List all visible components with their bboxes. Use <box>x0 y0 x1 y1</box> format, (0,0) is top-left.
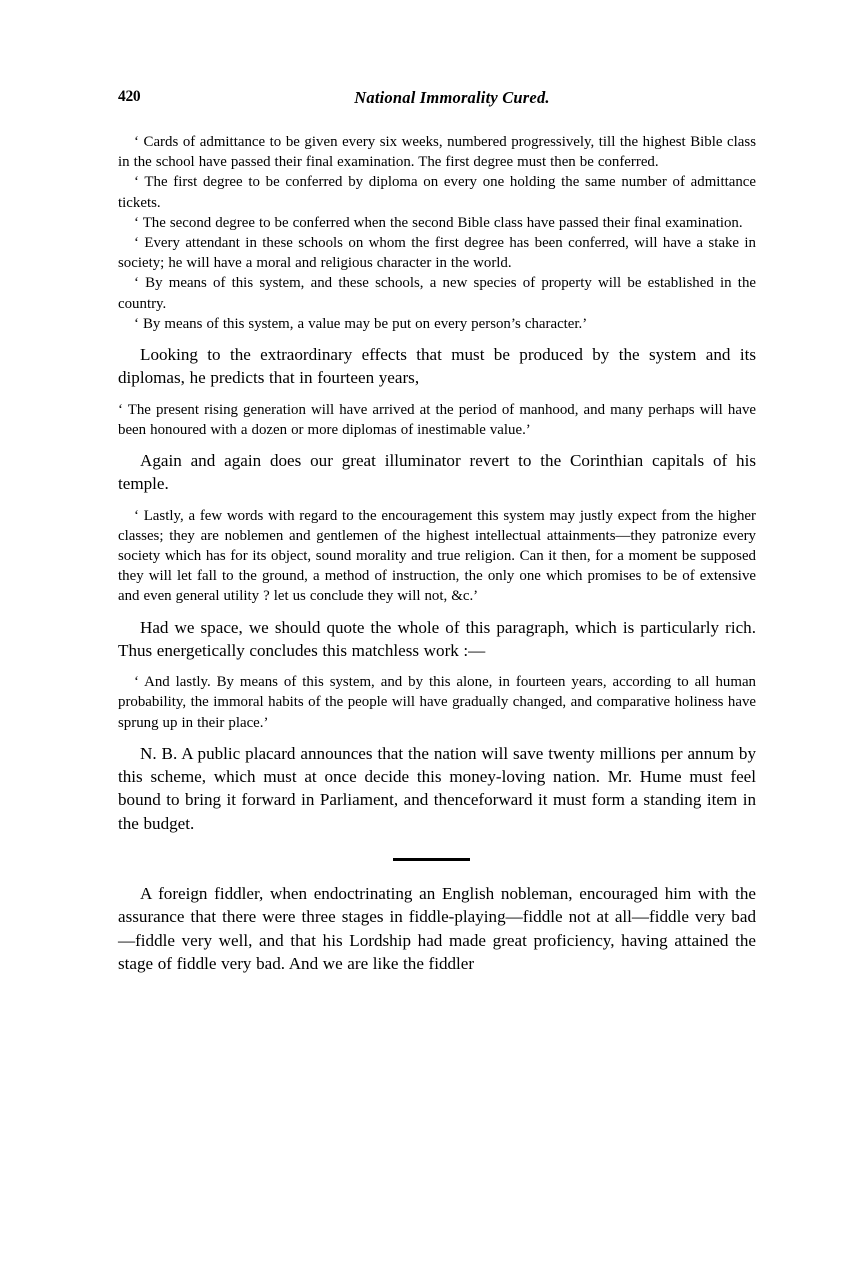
quoted-rule-1: ‘ Cards of admittance to be given every six weeks, numbered progressively, till the highest Bible class in the school have passed their final examination. The first degree must then be conferred. <box>118 134 756 171</box>
page-number: 420 <box>118 88 141 105</box>
quote-and-lastly <box>118 672 756 733</box>
paragraph-nota-bene <box>118 742 756 835</box>
paragraph-had-we-space <box>118 616 756 663</box>
paragraph-text: Looking to the extraordinary effects that must be produced by the system and its diplomas, he predicts that in fourteen years, <box>118 345 756 388</box>
text-column <box>118 88 756 985</box>
quoted-rule-3: ‘ The second degree to be conferred when the second Bible class have passed their final examination. <box>134 214 743 231</box>
paragraph-looking <box>118 343 756 390</box>
quote-present-rising-generation <box>118 400 756 440</box>
quoted-rules-list <box>118 132 756 334</box>
quoted-rule-2: ‘ The first degree to be conferred by diploma on every one holding the same number of admittance tickets. <box>118 174 756 211</box>
quote-text: ‘ And lastly. By means of this system, and by this alone, in fourteen years, according to all human probability, the immoral habits of the people will have gradually changed, and comparative holiness have sprung up in their place.’ <box>118 674 756 731</box>
paragraph-again-and-again <box>118 449 756 496</box>
paragraph-text: Had we space, we should quote the whole of this paragraph, which is particularly rich. Thus energetically concludes this matchless work :— <box>118 617 756 660</box>
running-head <box>118 88 756 122</box>
quoted-rule-5: ‘ By means of this system, and these schools, a new species of property will be established in the country. <box>118 275 756 312</box>
running-title: National Immorality Cured. <box>354 88 550 107</box>
section-divider <box>118 850 756 868</box>
quote-text: ‘ Lastly, a few words with regard to the encouragement this system may justly expect from the higher classes; they are noblemen and gentlemen of the highest intellectual attainments—they patronize every society which has for its object, sound morality and true religion. Can it then, for a moment be supposed they will let fall to the ground, a method of instruction, the only one which promises to be of extensive and even general utility ? let us conclude they will not, &c.’ <box>118 507 756 605</box>
horizontal-rule <box>393 858 470 861</box>
quote-lastly <box>118 506 756 607</box>
paragraph-text: Again and again does our great illuminator revert to the Corinthian capitals of his temple. <box>118 451 756 494</box>
quote-text: ‘ The present rising generation will have arrived at the period of manhood, and many perhaps will have been honoured with a dozen or more diplomas of inestimable value.’ <box>118 401 756 438</box>
quoted-rule-4: ‘ Every attendant in these schools on whom the first degree has been conferred, will have a stake in society; he will have a moral and religious character in the world. <box>118 235 756 272</box>
paragraph-text: N. B. A public placard announces that the nation will save twenty millions per annum by this scheme, which must at once decide this money-loving nation. Mr. Hume must feel bound to bring it forward in Parliament, and thenceforward it must form a standing item in the budget. <box>118 743 756 833</box>
quoted-rule-6: ‘ By means of this system, a value may be put on every person’s character.’ <box>134 315 588 332</box>
paragraph-text: A foreign fiddler, when endoctrinating an English nobleman, encouraged him with the assurance that there were three stages in fiddle-playing—fiddle not at all—fiddle very bad—fiddle very well, and that his Lordship had made great proficiency, having attained the stage of fiddle very bad. And we are like the fiddler <box>118 884 756 973</box>
paragraph-foreign-fiddler <box>118 882 756 975</box>
